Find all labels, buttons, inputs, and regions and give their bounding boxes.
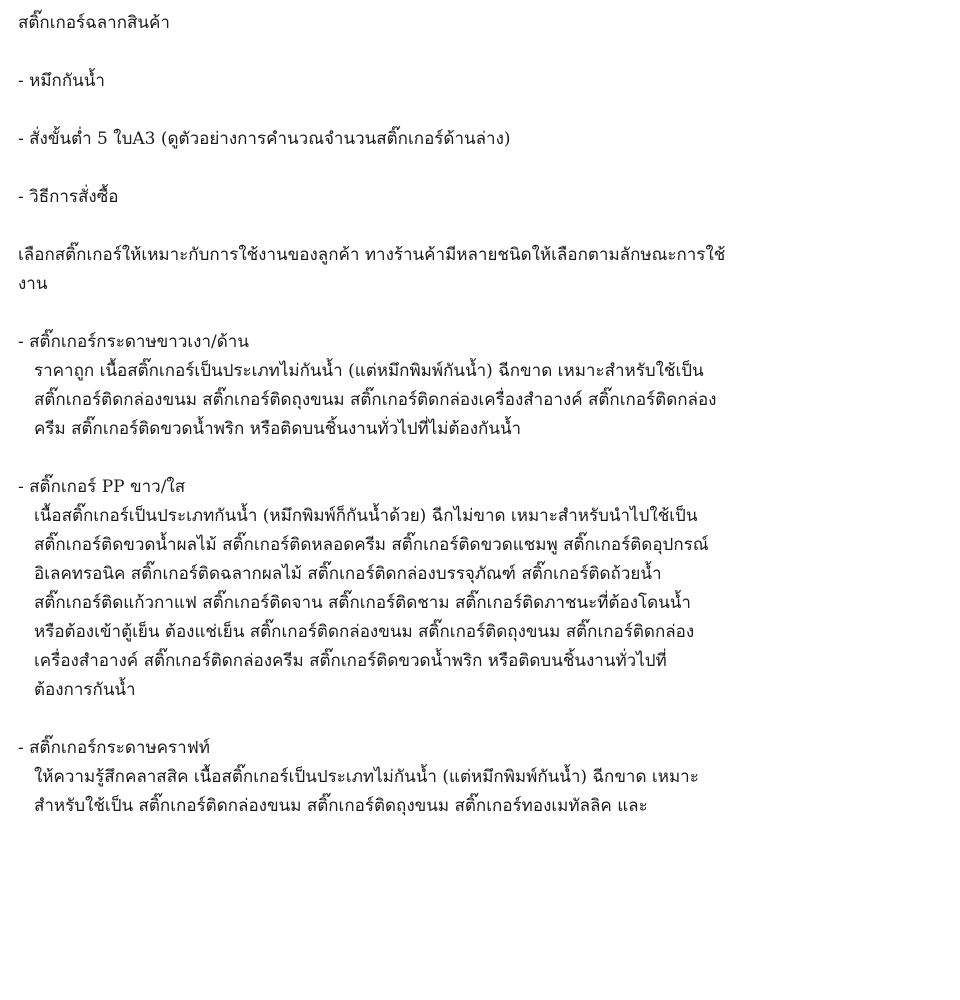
section-line: เครื่องสำอางค์ สติ๊กเกอร์ติดกล่องครีม สติ๊กเกอร์ติดขวดน้ำพริก หรือติดบนชิ้นงานทั่วไปที่ — [34, 651, 667, 671]
section-heading-pp: - สติ๊กเกอร์ PP ขาว/ใส — [18, 477, 186, 497]
section-heading-glossy-paper: - สติ๊กเกอร์กระดาษขาวเงา/ด้าน — [18, 332, 249, 352]
section-body-glossy-paper — [34, 357, 934, 444]
section-heading-kraft: - สติ๊กเกอร์กระดาษคราฟท์ — [18, 738, 210, 758]
intro-line-2: งาน — [18, 274, 48, 294]
section-line: ครีม สติ๊กเกอร์ติดขวดน้ำพริก หรือติดบนชิ้นงานทั่วไปที่ไม่ต้องกันน้ำ — [34, 419, 522, 439]
spacer — [18, 299, 942, 328]
bullet-min-order: - สั่งขั้นต่ำ 5 ใบA3 (ดูตัวอย่างการคำนวณจำนวนสติ๊กเกอร์ด้านล่าง) — [18, 129, 511, 149]
spacer — [18, 705, 942, 734]
spacer — [18, 444, 942, 473]
spacer — [18, 154, 942, 183]
section-line: อิเลคทรอนิค สติ๊กเกอร์ติดฉลากผลไม้ สติ๊กเกอร์ติดกล่องบรรจุภัณฑ์ สติ๊กเกอร์ติดถ้วยน้ำ — [34, 564, 662, 584]
section-body-pp — [34, 502, 934, 705]
section-line: สำหรับใช้เป็น สติ๊กเกอร์ติดกล่องขนม สติ๊กเกอร์ติดถุงขนม สติ๊กเกอร์ทองเมทัลลิค และ — [34, 796, 648, 816]
bullet-how-to-order: - วิธีการสั่งซื้อ — [18, 187, 119, 207]
intro-line-1: เลือกสติ๊กเกอร์ให้เหมาะกับการใช้งานของลูกค้า ทางร้านค้ามีหลายชนิดให้เลือกตามลักษณะการใช้ — [18, 245, 726, 265]
spacer — [18, 96, 942, 125]
section-line: ราคาถูก เนื้อสติ๊กเกอร์เป็นประเภทไม่กันน้ำ (แต่หมึกพิมพ์กันน้ำ) ฉีกขาด เหมาะสำหรับใช้เป็น — [34, 361, 704, 381]
section-line: สติ๊กเกอร์ติดแก้วกาแฟ สติ๊กเกอร์ติดจาน สติ๊กเกอร์ติดชาม สติ๊กเกอร์ติดภาชนะที่ต้องโดนน้ำ — [34, 593, 691, 613]
section-line: หรือต้องเข้าตู้เย็น ต้องแช่เย็น สติ๊กเกอร์ติดกล่องขนม สติ๊กเกอร์ติดถุงขนม สติ๊กเกอร์ติดกล่อง — [34, 622, 695, 642]
spacer — [18, 212, 942, 241]
section-line: เนื้อสติ๊กเกอร์เป็นประเภทกันน้ำ (หมึกพิมพ์ก็กันน้ำด้วย) ฉีกไม่ขาด เหมาะสำหรับนำไปใช้เป็น — [34, 506, 698, 526]
section-line: ต้องการกันน้ำ — [34, 680, 136, 700]
section-line: สติ๊กเกอร์ติดขวดน้ำผลไม้ สติ๊กเกอร์ติดหลอดครีม สติ๊กเกอร์ติดขวดแชมพู สติ๊กเกอร์ติดอุปกรณ์ — [34, 535, 709, 555]
section-body-kraft — [34, 763, 934, 821]
bullet-waterproof-ink: - หมึกกันน้ำ — [18, 71, 105, 91]
section-line: ให้ความรู้สึกคลาสสิค เนื้อสติ๊กเกอร์เป็นประเภทไม่กันน้ำ (แต่หมึกพิมพ์กันน้ำ) ฉีกขาด เหมาะ — [34, 767, 699, 787]
spacer — [18, 38, 942, 67]
document-title: สติ๊กเกอร์ฉลากสินค้า — [18, 13, 170, 33]
section-line: สติ๊กเกอร์ติดกล่องขนม สติ๊กเกอร์ติดถุงขนม สติ๊กเกอร์ติดกล่องเครื่องสำอางค์ สติ๊กเกอร์ติดกล่อง — [34, 390, 717, 410]
